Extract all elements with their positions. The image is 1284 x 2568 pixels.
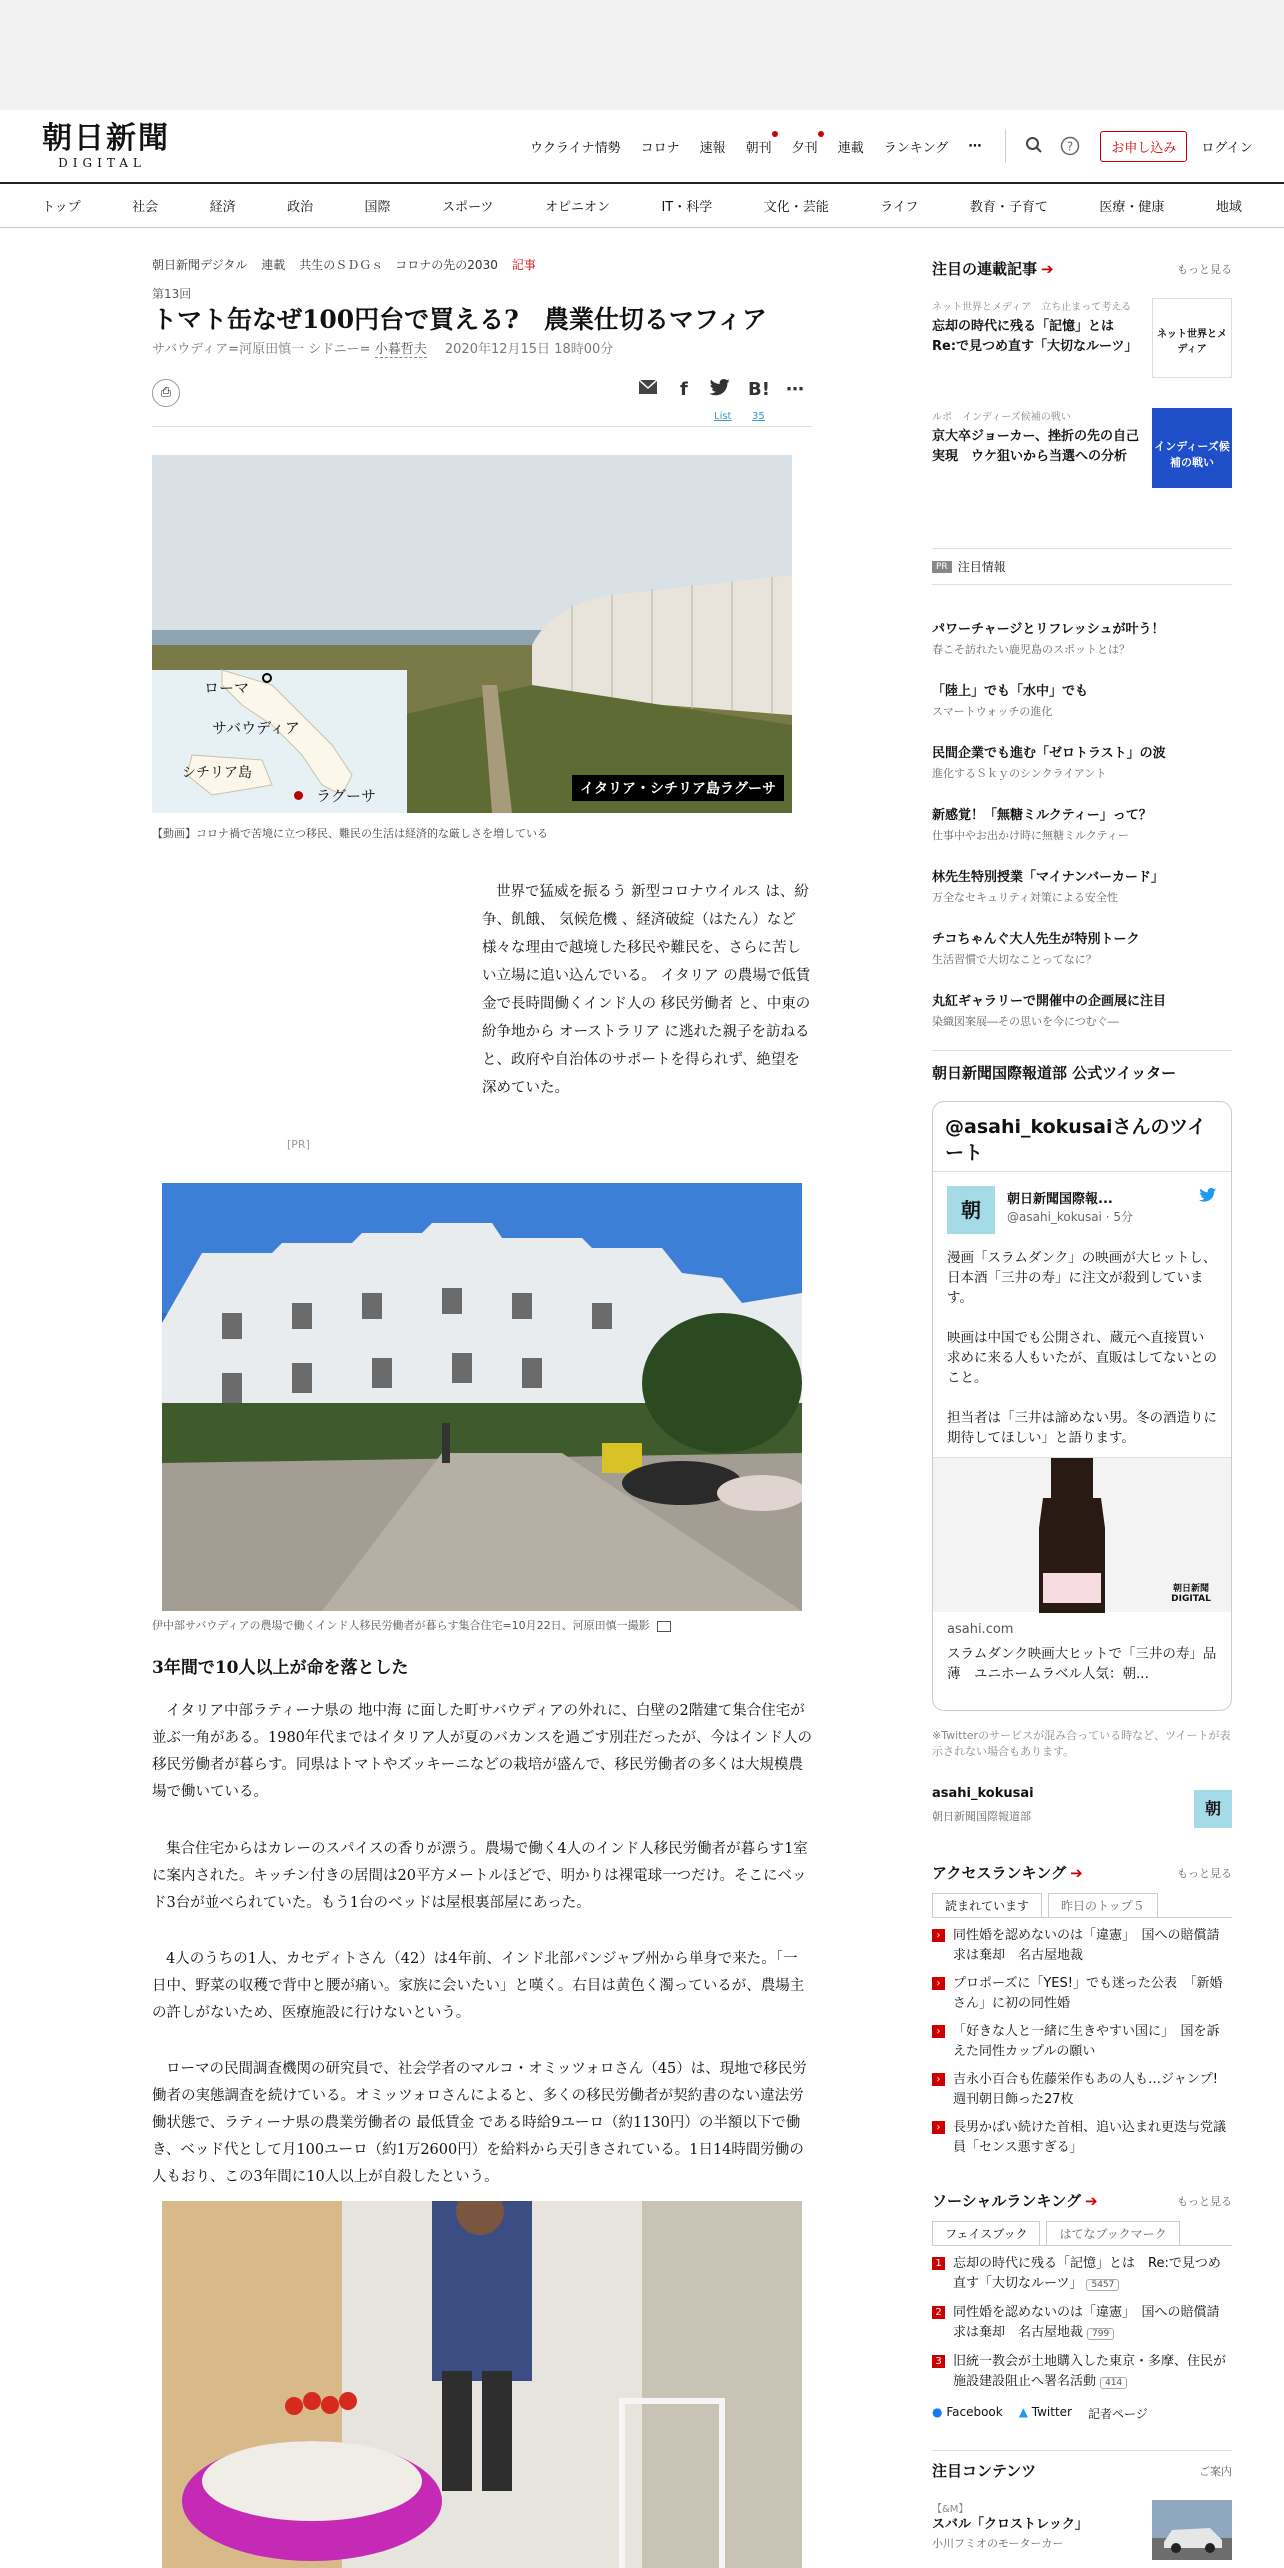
breadcrumb: [152, 256, 536, 273]
notice-item[interactable]: 林先生特別授業「マイナンバーカード」 万全なセキュリティ対策による安全性: [932, 870, 1164, 904]
more-menu-icon[interactable]: ⋯: [968, 138, 982, 154]
image-icon[interactable]: [657, 1621, 671, 1632]
tweet-handle[interactable]: @asahi_kokusai · 5分: [1007, 1210, 1133, 1224]
nav-economy[interactable]: 経済: [209, 200, 236, 215]
nav-society[interactable]: 社会: [132, 200, 159, 215]
account-description: 朝日新聞国際報道部: [932, 1810, 1031, 1823]
toplink-evening[interactable]: [792, 137, 818, 156]
content-card[interactable]: [932, 2500, 1232, 2560]
series-card-1[interactable]: [932, 298, 1232, 388]
breadcrumb-sdgs[interactable]: 共生のＳＤＧｓ コロナの先の2030: [299, 258, 498, 272]
series-section-heading: [932, 258, 1232, 279]
map-label-rome: ローマ: [204, 679, 250, 697]
series-number: 第13回: [152, 287, 192, 301]
map-marker-ragusa: [294, 791, 303, 800]
main-nav: [0, 182, 1284, 228]
toplink-breaking[interactable]: 速報: [699, 140, 726, 156]
facebook-link[interactable]: ● Facebook: [932, 2405, 1003, 2419]
hero-location-overlay: イタリア・シチリア島ラグーサ: [572, 775, 784, 801]
hatena-bookmark-icon[interactable]: B!: [748, 379, 770, 400]
article-title: トマト缶なぜ100円台で買える? 農業仕切るマフィア: [152, 305, 767, 334]
twitter-bird-icon[interactable]: [1199, 1188, 1217, 1207]
access-heading-text: アクセスランキング: [932, 1864, 1067, 1882]
toplink-series[interactable]: 連載: [837, 140, 864, 156]
series-card-2[interactable]: [932, 408, 1232, 498]
byline-prefix: サバウディア=河原田慎一 シドニー=: [152, 342, 371, 357]
pr-badge: PR: [932, 561, 952, 573]
toplink-evening-label: 夕刊: [791, 140, 818, 156]
help-icon[interactable]: [1060, 136, 1080, 156]
tweet-card-logo: 朝日新聞 DIGITAL: [1171, 1584, 1211, 1604]
ranking-item[interactable]: › 長男かばい続けた首相、追い込まれ更迭与党議員「センス悪すぎる」: [932, 2118, 1232, 2158]
ranking-item[interactable]: › 同性婚を認めないのは「違憲」 国への賠償請求は棄却 名古屋地裁: [932, 1926, 1232, 1966]
ranking-item[interactable]: › プロポーズに「YES!」でも迷った公表 「新婚さん」に初の同性婚: [932, 1974, 1232, 2014]
room-photo[interactable]: [162, 2201, 802, 2568]
search-icon[interactable]: [1024, 136, 1044, 156]
nav-opinion[interactable]: オピニオン: [544, 200, 610, 215]
nav-life[interactable]: ライフ: [880, 200, 919, 215]
series-card-tag: ネット世界とメディア 立ち止まって考える: [932, 302, 1132, 313]
breadcrumb-home[interactable]: 朝日新聞デジタル: [152, 258, 248, 272]
twitter-link[interactable]: ▲ Twitter: [1018, 2405, 1072, 2419]
account-avatar[interactable]: 朝: [1194, 1790, 1232, 1828]
hero-video-image[interactable]: [152, 455, 792, 813]
content-subtitle: 小川フミオのモーターカー: [932, 2537, 1064, 2550]
publish-date: 2020年12月15日 18時00分: [444, 342, 614, 357]
content-title: スバル「クロストレック」: [932, 2517, 1088, 2532]
access-tabs: [932, 1893, 1232, 1918]
content-heading-text: 注目コンテンツ: [932, 2462, 1037, 2480]
body-paragraph-3: 4人のうちの1人、カセディトさん（42）は4年前、インド北部パンジャブ州から単身で来た。「一日中、野菜の収穫で背中と腰が痛い。家族に会いたい」と嘆く。右目は黄色く濁っているが、農場主の許しがないため、医療施設に行けないという。: [152, 1951, 805, 2021]
hero-caption: 【動画】コロナ禍で苦境に立つ移民、難民の生活は経済的な厳しさを増している: [152, 827, 548, 840]
tweet-avatar[interactable]: 朝: [947, 1186, 995, 1234]
pr-label: [PR]: [287, 1138, 310, 1151]
login-link[interactable]: ログイン: [1201, 140, 1253, 156]
nav-health[interactable]: 医療・健康: [1099, 200, 1165, 215]
tweet-card-image[interactable]: [933, 1457, 1231, 1612]
toplink-ukraine[interactable]: ウクライナ情勢: [530, 140, 621, 156]
notice-item[interactable]: 「陸上」でも「水中」でも スマートウォッチの進化: [932, 684, 1089, 718]
logo-sub: DIGITAL: [58, 156, 146, 170]
social-ranking-heading: [932, 2190, 1232, 2211]
access-more-link[interactable]: もっと見る: [1177, 1866, 1232, 1880]
ranking-item[interactable]: › 「好きな人と一緒に生きやすい国に」 国を訴えた同性カップルの願い: [932, 2022, 1232, 2062]
tab-most-read[interactable]: 読まれています: [932, 1893, 1042, 1917]
toplink-corona[interactable]: コロナ: [640, 140, 680, 156]
tweet-text-2: 映画は中国でも公開され、蔵元へ直接買い求めに来る人もいたが、直販はしてないとのこと。: [947, 1330, 1217, 1386]
social-item[interactable]: 3 旧統一教会が土地購入した東京・多摩、住民が施設建設阻止へ署名活動 414: [932, 2352, 1232, 2393]
account-name[interactable]: asahi_kokusai: [932, 1786, 1034, 1801]
toplink-morning-label: 朝刊: [745, 140, 772, 156]
map-label-ragusa: ラグーサ: [316, 787, 377, 805]
header-divider: [1005, 129, 1006, 163]
nav-region[interactable]: 地域: [1215, 200, 1242, 215]
ranking-item[interactable]: › 吉永小百合も佐藤栄作もあの人も…ジャンプ! 週刊朝日飾った27枚: [932, 2070, 1232, 2110]
nav-top[interactable]: トップ: [42, 200, 81, 215]
twitter-note: ※Twitterのサービスが混み合っている時など、ツイートが表示されない場合もあります。: [932, 1729, 1231, 1758]
tab-facebook[interactable]: フェイスブック: [932, 2221, 1040, 2245]
new-dot: [772, 131, 778, 137]
housing-caption-text: 伊中部サバウディアの農場で働くインド人移民労働者が暮らす集合住宅=10月22日、河原田慎一撮影: [152, 1619, 650, 1632]
toplink-ranking[interactable]: ランキング: [883, 140, 949, 156]
map-label-sicily: シチリア島: [182, 765, 252, 781]
body-paragraph-1: イタリア中部ラティーナ県の 地中海 に面した町サバウディアの外れに、白壁の2階建て集合住宅が並ぶ一角がある。1980年代まではイタリア人が夏のバカンスを過ごす別荘だったが、今はインド人の移民労働者が暮らす。同県はトマトやズッキーニなどの栽培が盛んで、移民労働者の多くは大規模農場で働いている。: [152, 1703, 812, 1800]
tab-yesterday-top5[interactable]: 昨日のトップ５: [1048, 1893, 1158, 1917]
arrow-right-icon[interactable]: ➔: [1041, 260, 1054, 278]
byline: [152, 338, 613, 357]
tweet-body: [947, 1248, 1217, 1448]
social-ranking: [932, 2190, 1232, 2422]
nav-culture[interactable]: 文化・芸能: [763, 200, 829, 215]
facebook-icon[interactable]: f: [680, 379, 688, 400]
series-card-thumb: インディーズ候補の戦い: [1152, 408, 1232, 488]
twitter-section-heading: 朝日新聞国際報道部 公式ツイッター: [932, 1064, 1177, 1082]
hatena-count[interactable]: 35: [752, 411, 765, 422]
series-card-title: 忘却の時代に残る「記憶」とは Re:で見つめ直す「大切なルーツ」: [932, 319, 1138, 354]
content-thumb: [1152, 2500, 1232, 2560]
body-paragraph-4: ローマの民間調査機関の研究員で、社会学者のマルコ・オミッツォロさん（45）は、現地で移民労働者の実態調査を続けている。オミッツォロさんによると、多くの移民労働者が契約書のない違法労働状態で、ラティーナ県の農業労働者の 最低賃金 である時給9ユーロ（約1130円）の半額以下で働き、ベッド代として月100ユーロ（約1万2600円）を給料から天引きされている。1日14時間労働の人もおり、この3年間に10人以上が自殺したという。: [152, 2061, 807, 2185]
social-item[interactable]: 1 忘却の時代に残る「記憶」とは Re:で見つめ直す「大切なルーツ」 5457: [932, 2254, 1232, 2295]
notice-item[interactable]: 新感覚！「無糖ミルクティー」って？ 仕事中やお出かけ時に無糖ミルクティー: [932, 808, 1152, 842]
subscribe-button[interactable]: お申し込み: [1100, 131, 1187, 162]
housing-photo[interactable]: [162, 1183, 802, 1611]
series-card-title: 京大卒ジョーカー、挫折の先の自己実現 ウケ狙いから当選への分析: [932, 429, 1139, 464]
nav-education[interactable]: 教育・子育て: [969, 200, 1048, 215]
content-guide-link[interactable]: ご案内: [1199, 2464, 1232, 2478]
body-paragraph-2: 集合住宅からはカレーのスパイスの香りが漂う。農場で働く4人のインド人移民労働者が暮らす1室に案内された。キッチン付きの居間は20平方メートルほどで、明かりは裸電球一つだけ。そこにベッド3台が並べられていた。もう1台のベッドは屋根裏部屋にあった。: [152, 1841, 808, 1911]
twitter-icon[interactable]: [709, 379, 731, 402]
notice-heading-text: 注目情報: [957, 560, 1006, 574]
notice-heading: [932, 558, 1006, 575]
breadcrumb-current: 記事: [511, 258, 536, 272]
social-item[interactable]: 2 同性婚を認めないのは「違憲」 国への賠償請求は棄却 名古屋地裁 799: [932, 2303, 1232, 2344]
arrow-right-icon[interactable]: ➔: [1084, 2192, 1098, 2210]
series-card-thumb: ネット世界とメディア: [1152, 298, 1232, 378]
site-logo[interactable]: [42, 122, 172, 174]
site-header: [0, 110, 1284, 182]
content-tag: 【&M】: [932, 2504, 969, 2515]
tab-hatena[interactable]: はてなブックマーク: [1046, 2221, 1179, 2245]
print-icon[interactable]: ⎙: [152, 379, 180, 407]
access-ranking: [932, 1862, 1232, 2158]
twitter-icon: ▲: [1018, 2405, 1028, 2419]
social-links: [932, 2405, 1232, 2422]
lead-text: 世界で猛威を振るう 新型コロナウイルス は、紛争、飢餓、 気候危機 、経済破綻（はたん）など様々な理由で越境した移民や難民を、さらに苦しい立場に追い込んでいる。 イタリア の農場で低賃金で長時間働くインド人の 移民労働者 と、中東の紛争地から オーストラリア に逃れた親子を訪ねると、政府や自治体のサポートを得られず、絶望を深めていた。: [482, 884, 811, 1096]
section-heading: 3年間で10人以上が命を落とした: [152, 1658, 409, 1678]
tweet-text-3: 担当者は「三井は諦めない男。冬の酒造りに期待してほしい」と語ります。: [947, 1410, 1217, 1446]
svg-text:?: ?: [1067, 139, 1074, 154]
social-heading-text: ソーシャルランキング: [932, 2192, 1081, 2210]
share-list-link[interactable]: List: [714, 411, 732, 422]
tweet-author-name[interactable]: 朝日新聞国際報...: [1007, 1192, 1113, 1207]
content-section-heading: [932, 2460, 1232, 2481]
logo-main: 朝日新聞: [42, 121, 170, 156]
tweet-text-1: 漫画「スラムダンク」の映画が大ヒットし、日本酒「三井の寿」に注文が殺到しています。: [947, 1250, 1217, 1306]
notice-item[interactable]: パワーチャージとリフレッシュが叶う！ 春こそ訪れたい鹿児島のスポットとは？: [932, 622, 1165, 656]
facebook-icon: ●: [932, 2405, 943, 2419]
social-more-link[interactable]: もっと見る: [1177, 2194, 1232, 2208]
nav-it-science[interactable]: IT・科学: [661, 200, 713, 215]
housing-photo-caption: [152, 1617, 671, 1633]
tweet-card-domain: asahi.com: [947, 1622, 1014, 1637]
top-nav: [530, 110, 1253, 182]
nav-international[interactable]: 国際: [364, 200, 391, 215]
social-tabs: [932, 2221, 1232, 2246]
toplink-morning[interactable]: [746, 137, 772, 156]
series-heading-text: 注目の連載記事: [932, 260, 1038, 278]
series-more-link[interactable]: もっと見る: [1177, 262, 1232, 276]
share-bar: [152, 371, 812, 427]
nav-sports[interactable]: スポーツ: [442, 200, 494, 215]
arrow-right-icon[interactable]: ➔: [1070, 1864, 1083, 1882]
top-ad-banner: [0, 0, 1284, 110]
author-link[interactable]: 小暮哲夫: [374, 342, 427, 357]
nav-politics[interactable]: 政治: [287, 200, 314, 215]
mail-icon[interactable]: [638, 379, 658, 400]
notice-item[interactable]: 民間企業でも進む「ゼロトラスト」の波 進化するＳｋｙのシンクライアント: [932, 746, 1166, 780]
access-ranking-heading: [932, 1862, 1232, 1883]
lead-paragraph: [482, 878, 812, 1102]
twitter-embed: [932, 1101, 1232, 1711]
series-card-tag: ルポ インディーズ候補の戦い: [932, 412, 1071, 423]
twitter-embed-title: @asahi_kokusaiさんのツイート: [933, 1102, 1231, 1172]
tweet-card-title[interactable]: スラムダンク映画大ヒットで「三井の寿」品薄 ユニホームラベル人気：朝...: [947, 1646, 1217, 1682]
map-marker-rome: [262, 673, 272, 683]
notice-item[interactable]: 丸紅ギャラリーで開催中の企画展に注目 染織図案展―その思いを今につむぐ―: [932, 994, 1167, 1028]
reporter-page-link[interactable]: 記者ページ: [1087, 2407, 1148, 2421]
map-label-sabaudia: サバウディア: [212, 719, 300, 737]
new-dot: [818, 131, 824, 137]
breadcrumb-series[interactable]: 連載: [261, 258, 286, 272]
more-share-icon[interactable]: ⋯: [786, 379, 804, 400]
notice-item[interactable]: チコちゃんぐ大人先生が特別トーク 生活習慣で大切なことってなに？: [932, 932, 1140, 966]
